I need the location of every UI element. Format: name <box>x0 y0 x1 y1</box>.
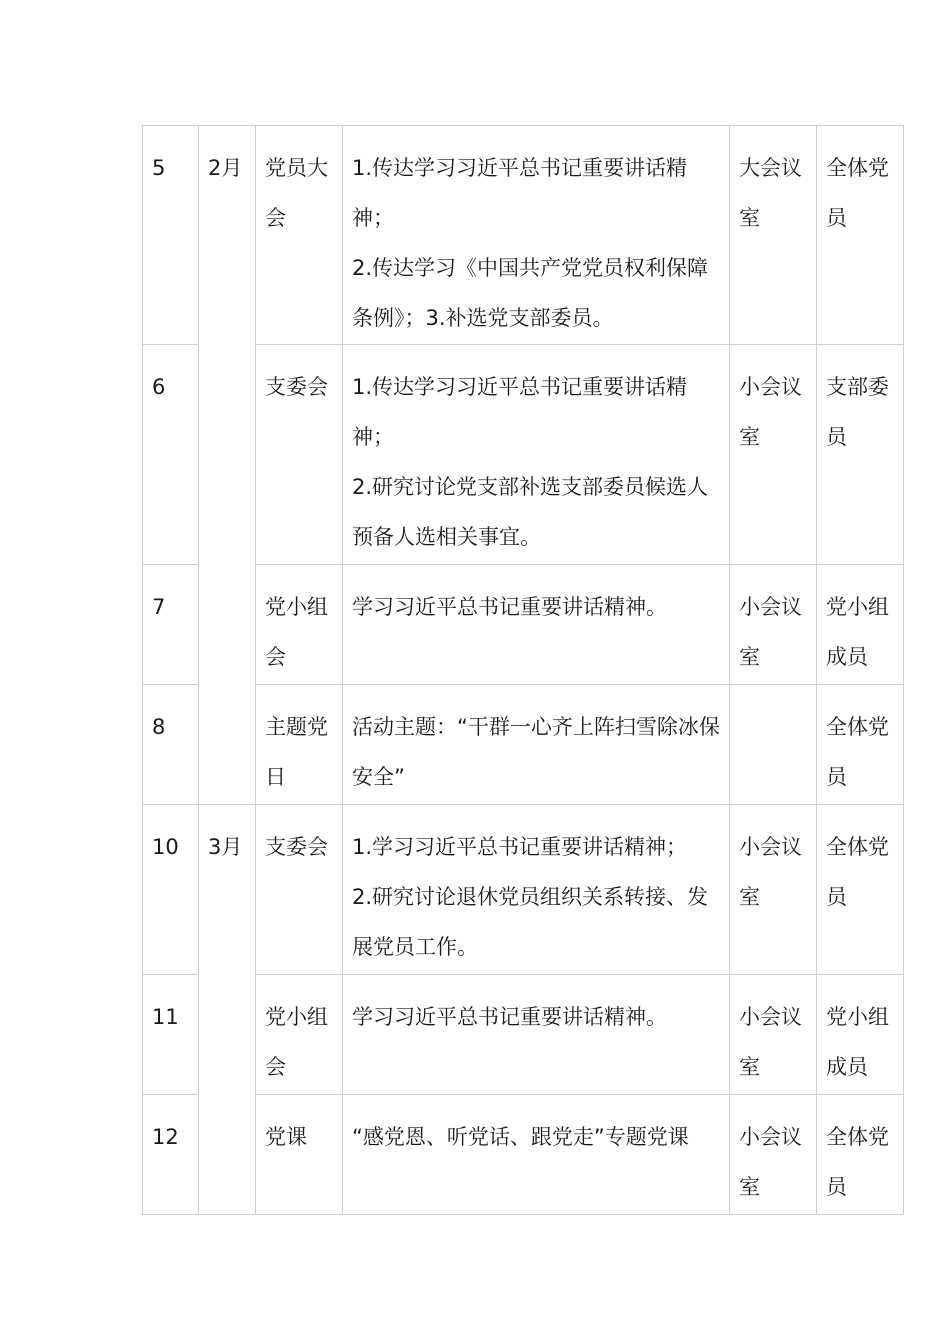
meeting-type: 党课 <box>256 1095 343 1215</box>
row-number: 11 <box>143 975 199 1095</box>
row-number: 6 <box>143 345 199 565</box>
meeting-content <box>343 565 730 685</box>
meeting-place: 小会议室 <box>730 805 817 975</box>
meeting-plan-table <box>142 125 904 1215</box>
meeting-place: 小会议室 <box>730 975 817 1095</box>
meeting-place <box>730 685 817 805</box>
meeting-place: 大会议室 <box>730 126 817 345</box>
month-cell: 2月 <box>199 126 256 805</box>
row-number: 12 <box>143 1095 199 1215</box>
meeting-type: 支委会 <box>256 805 343 975</box>
content-line: 活动主题：“干群一心齐上阵扫雪除冰保安全” <box>352 715 720 789</box>
content-line: 2.研究讨论党支部补选支部委员候选人预备人选相关事宜。 <box>352 475 709 549</box>
meeting-type: 支委会 <box>256 345 343 565</box>
row-number: 5 <box>143 126 199 345</box>
meeting-attendees: 全体党员 <box>817 805 904 975</box>
content-line: 2.传达学习《中国共产党党员权利保障条例》；3.补选党支部委员。 <box>352 256 709 330</box>
meeting-attendees: 全体党员 <box>817 685 904 805</box>
month-cell: 3月 <box>199 805 256 1215</box>
content-line: 1.学习习近平总书记重要讲话精神； <box>352 835 688 859</box>
meeting-attendees: 党小组成员 <box>817 975 904 1095</box>
meeting-type: 党员大会 <box>256 126 343 345</box>
meeting-type: 党小组会 <box>256 565 343 685</box>
content-line: 2.研究讨论退休党员组织关系转接、发展党员工作。 <box>352 885 709 959</box>
content-line: “感党恩、听党话、跟党走”专题党课 <box>352 1125 689 1149</box>
row-number: 7 <box>143 565 199 685</box>
meeting-content <box>343 685 730 805</box>
content-line: 学习习近平总书记重要讲话精神。 <box>352 595 667 619</box>
content-line: 学习习近平总书记重要讲话精神。 <box>352 1005 667 1029</box>
meeting-type: 党小组会 <box>256 975 343 1095</box>
meeting-attendees: 全体党员 <box>817 1095 904 1215</box>
meeting-attendees: 支部委员 <box>817 345 904 565</box>
content-line: 1.传达学习习近平总书记重要讲话精神； <box>352 156 688 230</box>
meeting-content <box>343 126 730 345</box>
table-row <box>143 345 904 565</box>
table-row <box>143 126 904 345</box>
row-number: 10 <box>143 805 199 975</box>
meeting-attendees: 全体党员 <box>817 126 904 345</box>
meeting-attendees: 党小组成员 <box>817 565 904 685</box>
meeting-place: 小会议室 <box>730 1095 817 1215</box>
table-row <box>143 685 904 805</box>
meeting-content <box>343 975 730 1095</box>
meeting-content <box>343 345 730 565</box>
table-row <box>143 805 904 975</box>
meeting-content <box>343 1095 730 1215</box>
content-line: 1.传达学习习近平总书记重要讲话精神； <box>352 375 688 449</box>
row-number: 8 <box>143 685 199 805</box>
meeting-content <box>343 805 730 975</box>
table-row <box>143 1095 904 1215</box>
meeting-place: 小会议室 <box>730 345 817 565</box>
meeting-place: 小会议室 <box>730 565 817 685</box>
meeting-type: 主题党日 <box>256 685 343 805</box>
table-row <box>143 975 904 1095</box>
table-row <box>143 565 904 685</box>
